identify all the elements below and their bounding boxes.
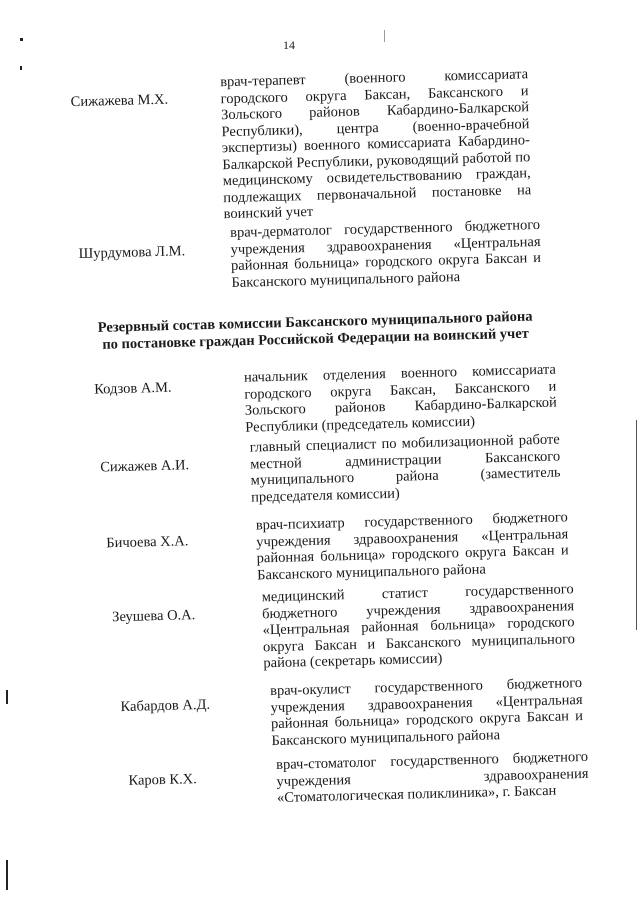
member-role: главный специалист по мобилизационной работе местной администрации Баксанского муниципального района (заместитель председателя комиссии) <box>249 431 561 506</box>
member-name: Каров К.Х. <box>128 771 197 789</box>
scan-mark-top <box>20 38 23 41</box>
scan-mark-left-bottom-1 <box>6 690 8 704</box>
reserve-section-heading: Резервный состав комиссии Баксанского муниципального района по постановке граждан Российской Федерации на воинский учет <box>97 308 533 353</box>
member-role: врач-стоматолог государственного бюджетного учреждения здравоохранения «Стоматологическая поликлиника», г. Баксан <box>275 748 589 807</box>
scan-mark-second <box>20 66 22 70</box>
scan-mark-left-bottom-2 <box>6 860 8 890</box>
member-role: начальник отделения военного комиссариата городского округа Баксан, Баксанского и Зольского районов Кабардино-Балкарской Республики (председатель комиссии) <box>243 361 557 436</box>
member-name: Зеушева О.А. <box>111 607 196 626</box>
member-name: Сижажева М.Х. <box>70 91 169 111</box>
page-number: 14 <box>283 38 295 52</box>
member-name: Шурдумова Л.М. <box>78 243 186 263</box>
member-role: врач-терапевт (военного комиссариата городского округа Баксан, Баксанского и Зольского районов Кабардино-Балкарской Республики), центра (военно-врачебной экспертизы) военного комиссариата Кабардино-Балкарской Республики, руководящий работой по медицинскому освидетельствованию граждан, подлежащих первоначальной постановке на воинский учет <box>220 66 532 223</box>
member-name: Кодзов А.М. <box>94 379 172 398</box>
scan-edge-right <box>636 420 637 630</box>
member-role: врач-дерматолог государственного бюджетного учреждения здравоохранения «Центральная районная больница» городского округа Баксан и Баксанского муниципального района <box>229 216 542 291</box>
member-name: Кабардов А.Д. <box>120 696 211 716</box>
scan-edge-top-right <box>384 30 385 42</box>
member-role: медицинский статист государственного бюджетного учреждения здравоохранения «Центральная районная больница» городского округа Баксан и Баксанского муниципального района (секретарь комиссии) <box>261 581 576 672</box>
member-role: врач-окулист государственного бюджетного учреждения здравоохранения «Центральная районная больница» городского округа Баксан и Баксанского муниципального района <box>269 674 584 749</box>
member-name: Сижажев А.И. <box>100 457 190 476</box>
member-role: врач-психиатр государственного бюджетного учреждения здравоохранения «Центральная районная больница» городского округа Баксан и Баксанского муниципального района <box>255 509 569 583</box>
member-name: Бичоева Х.А. <box>106 533 189 552</box>
